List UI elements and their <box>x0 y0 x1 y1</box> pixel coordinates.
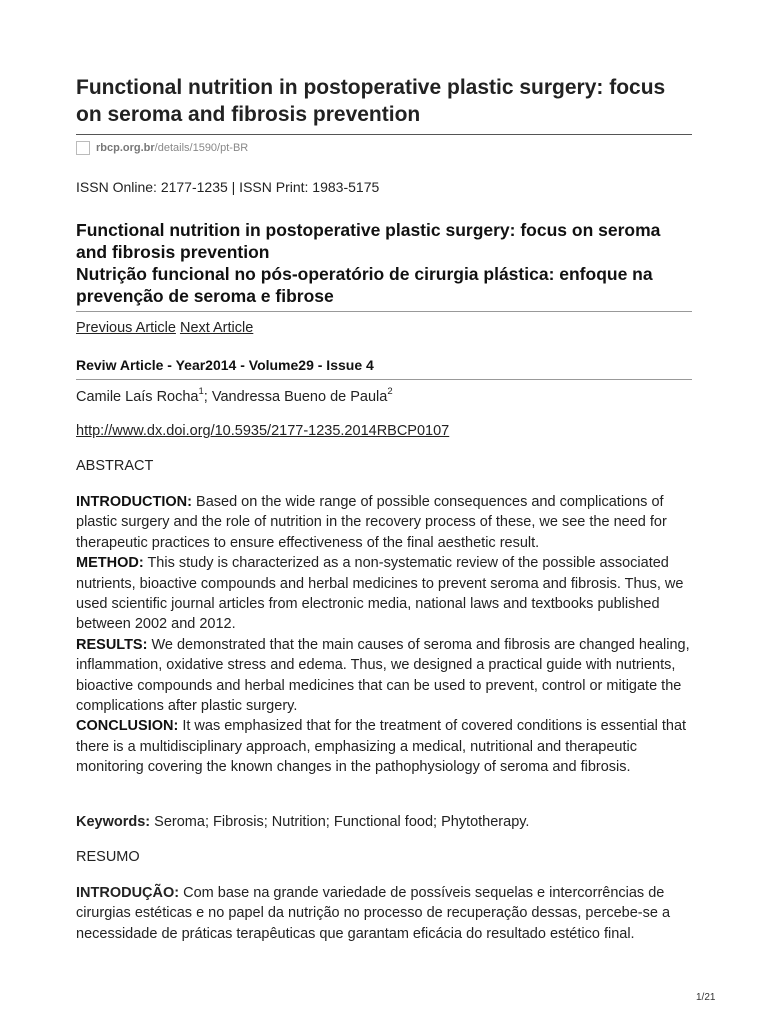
previous-article-link[interactable]: Previous Article <box>76 320 176 336</box>
article-meta: Reviw Article - Year2014 - Volume29 - Issue 4 <box>76 357 374 373</box>
issn-line: ISSN Online: 2177-1235 | ISSN Print: 1983-5175 <box>76 179 380 195</box>
resumo-body <box>76 883 692 944</box>
author-name: Camile Laís Rocha <box>76 388 199 405</box>
abstract-paragraph <box>76 553 692 635</box>
doi-line <box>76 423 449 439</box>
section-text: Com base na grande variedade de possíveis sequelas e intercorrências de cirurgias estéticas e no papel da nutrição no processo de recuperação dessas, percebe-se a necessidade de práticas terapêuticas que garantam eficácia do resultado estético final. <box>76 885 671 942</box>
keywords-line <box>76 814 529 830</box>
section-label: INTRODUÇÃO: <box>76 885 180 901</box>
author-separator: ; <box>203 388 212 405</box>
next-article-link[interactable]: Next Article <box>179 320 254 336</box>
favicon-icon <box>76 141 90 155</box>
author-affiliation: 2 <box>387 386 393 397</box>
doi-link[interactable]: http://www.dx.doi.org/10.5935/2177-1235.2014RBCP0107 <box>76 423 450 439</box>
author-affiliation: 1 <box>198 386 204 397</box>
section-label: CONCLUSION: <box>76 718 179 735</box>
author-name: Vandressa Bueno de Paula <box>211 388 388 405</box>
section-label: METHOD: <box>76 555 144 572</box>
source-line <box>76 140 248 156</box>
section-text: This study is characterized as a non-systematic review of the possible associated nutrients, bioactive compounds and herbal medicines to prevent seroma and fibrosis. Thus, we used scientific journal articles from electronic media, national laws and textbooks published between 2002 and 2012. <box>76 555 684 633</box>
section-label: INTRODUCTION: <box>76 494 192 510</box>
abstract-paragraph <box>76 492 692 553</box>
page-number: 1/21 <box>696 992 716 1003</box>
section-label: RESULTS: <box>76 636 148 653</box>
article-title-en: Functional nutrition in postoperative plastic surgery: focus on seroma and fibrosis prevention <box>76 220 661 262</box>
keywords-text: Seroma; Fibrosis; Nutrition; Functional food; Phytotherapy. <box>150 814 530 830</box>
meta-divider <box>76 379 692 380</box>
section-text: We demonstrated that the main causes of seroma and fibrosis are changed healing, inflammation, oxidative stress and edema. Thus, we designed a practical guide with nutrients, bioactive compounds and herbal medicines that can be used to prevent, control or mitigate the complications after plastic surgery. <box>76 636 690 715</box>
source-domain[interactable]: rbcp.org.br <box>96 142 155 154</box>
article-title <box>76 219 692 307</box>
article-nav <box>76 320 253 336</box>
article-title-pt: Nutrição funcional no pós-operatório de cirurgia plástica: enfoque na prevenção de seroma e fibrose <box>76 264 653 306</box>
authors-line <box>76 387 393 405</box>
title-divider <box>76 134 692 135</box>
resumo-heading: RESUMO <box>76 849 140 865</box>
document-title: Functional nutrition in postoperative plastic surgery: focus on seroma and fibrosis prevention <box>76 76 666 126</box>
title-bottom-divider <box>76 311 692 312</box>
abstract-paragraph <box>76 635 692 717</box>
abstract-paragraph <box>76 716 692 777</box>
section-text: It was emphasized that for the treatment of covered conditions is essential that there is a multidisciplinary approach, emphasizing a medical, nutritional and therapeutic monitoring covering the known changes in the pathophysiology of seroma and fibrosis. <box>76 718 687 776</box>
keywords-label: Keywords: <box>76 814 151 830</box>
source-path[interactable]: /details/1590/pt-BR <box>154 142 249 154</box>
abstract-body <box>76 492 692 778</box>
resumo-paragraph <box>76 883 692 944</box>
section-text: Based on the wide range of possible consequences and complications of plastic surgery and the role of nutrition in the recovery process of these, we see the need for therapeutic practices to ensure effectiveness of the final aesthetic result. <box>76 494 667 551</box>
abstract-heading: ABSTRACT <box>76 458 154 474</box>
